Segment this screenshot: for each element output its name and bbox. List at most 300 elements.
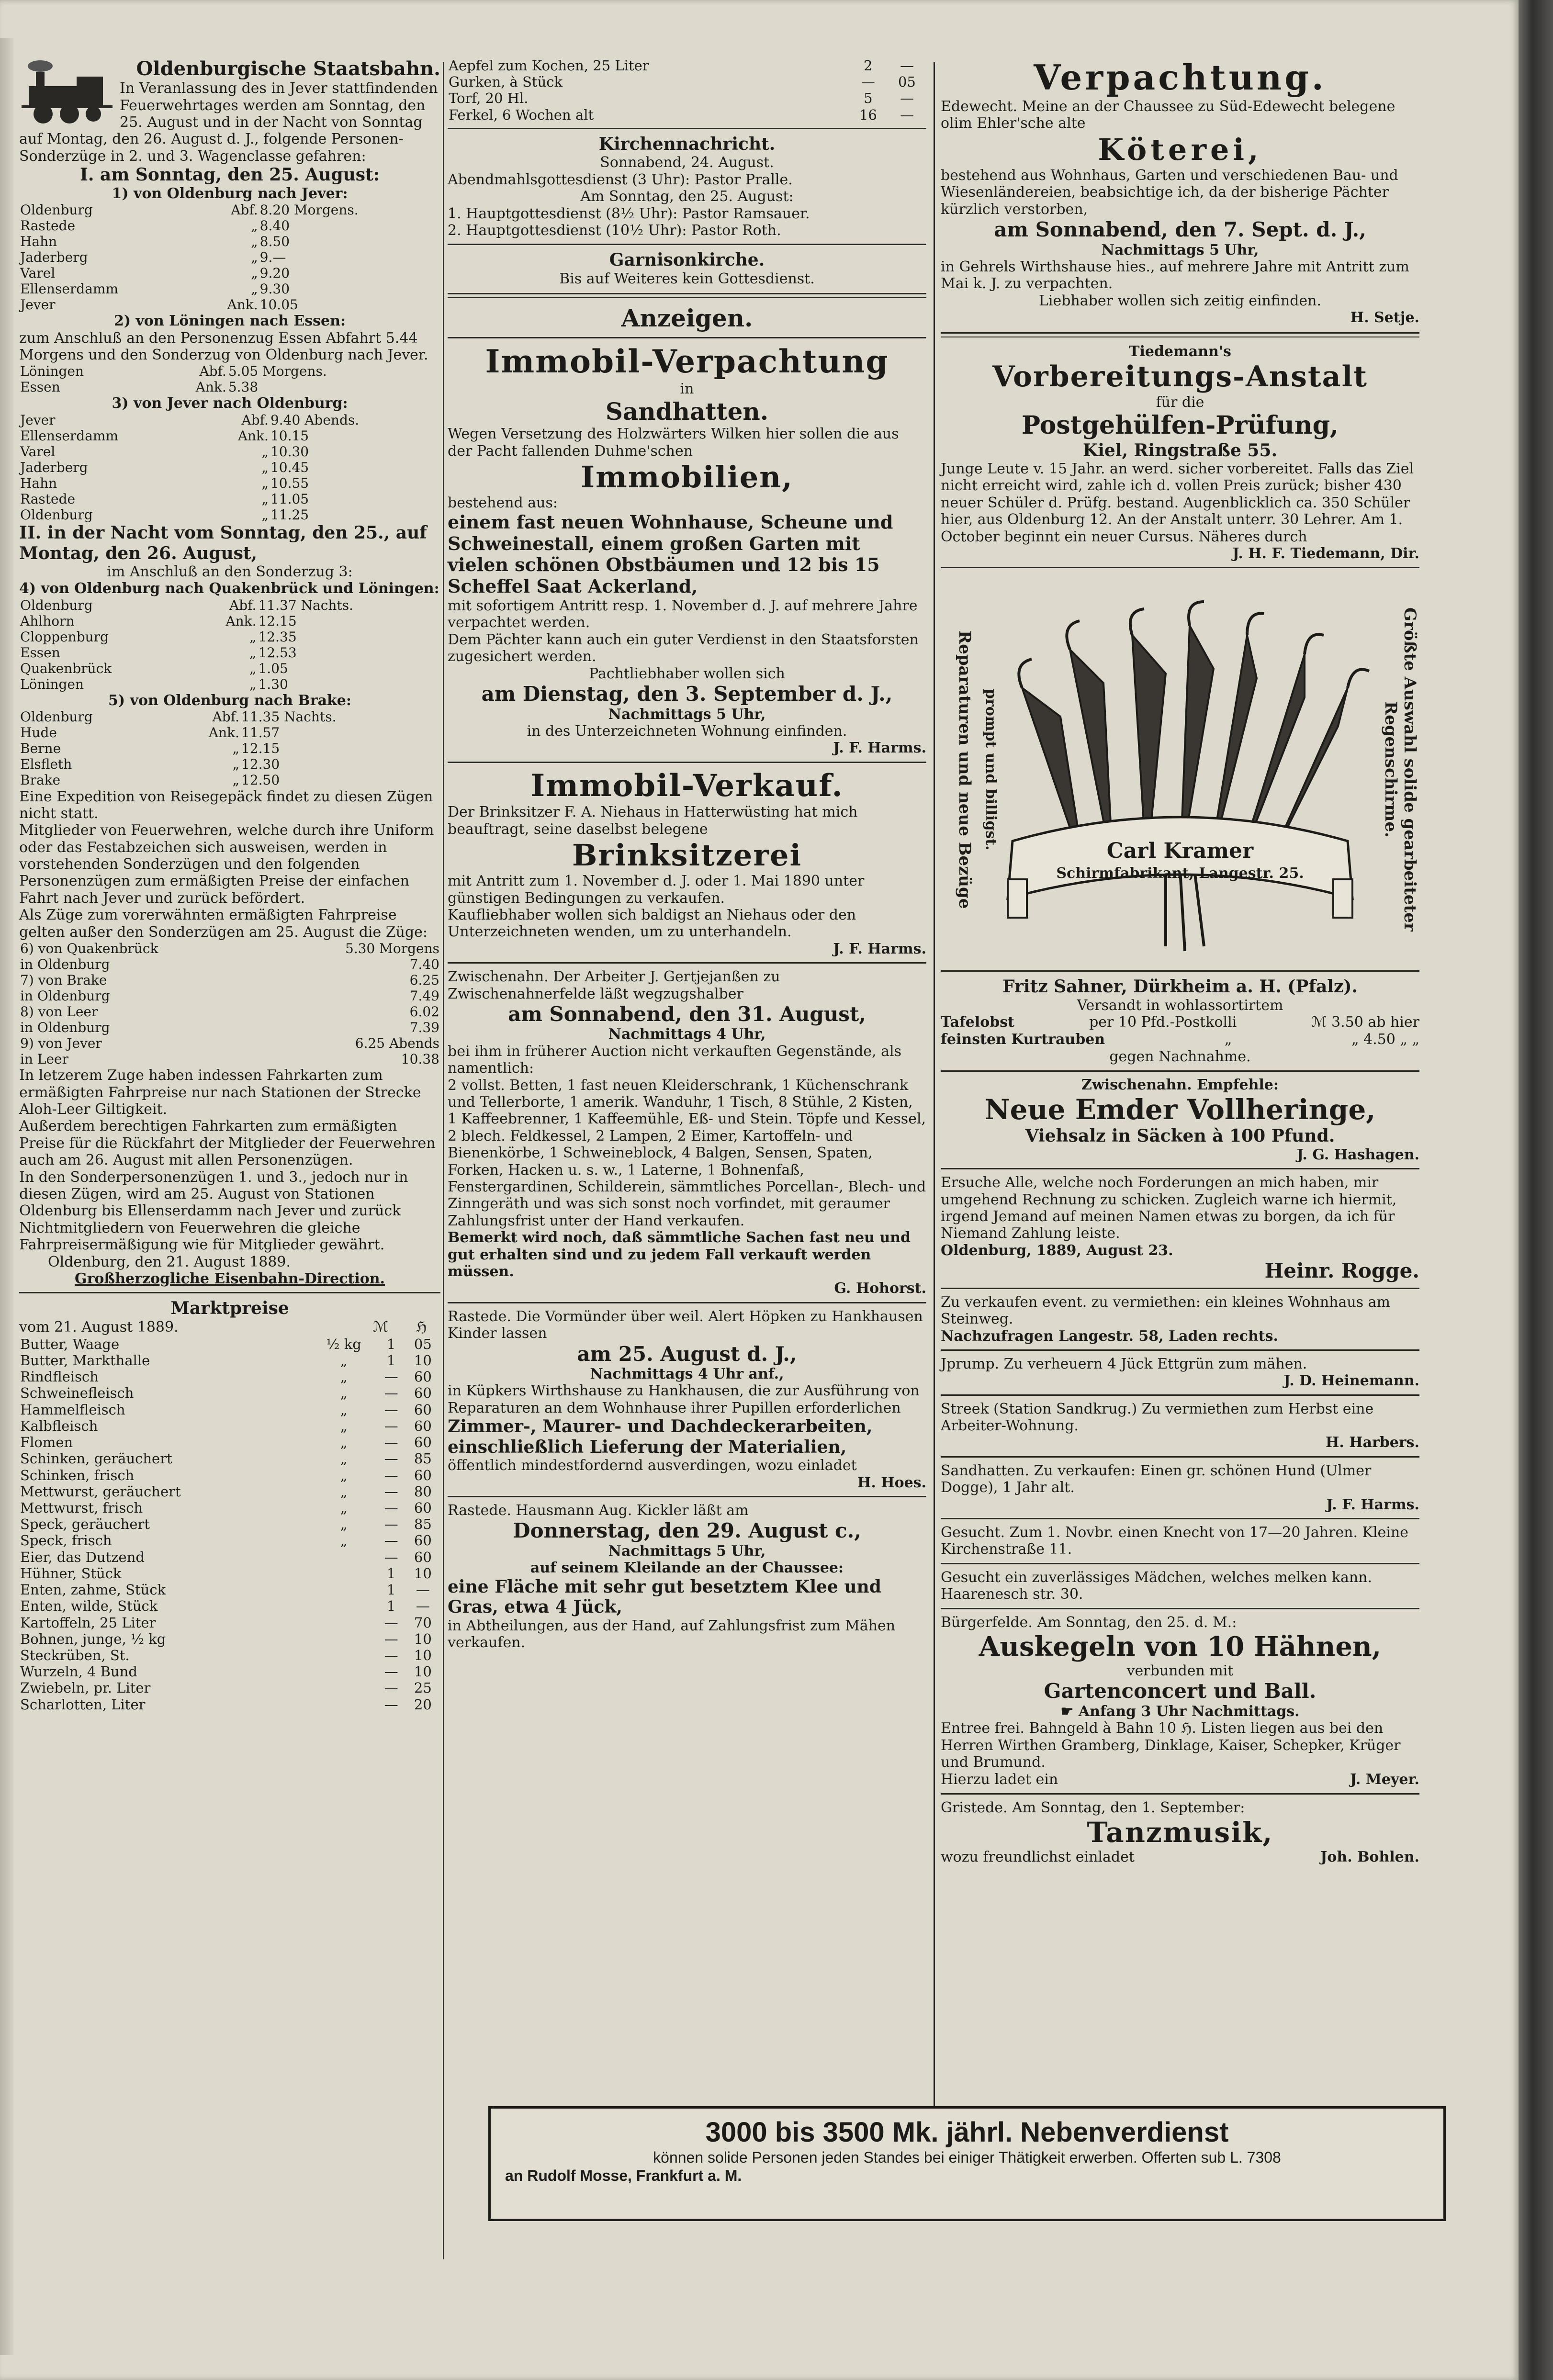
market-row-cell: — [384, 1401, 398, 1418]
ad-title: Vorbereitungs-Anstalt [992, 359, 1368, 393]
ad-gesucht-knecht [941, 1524, 1419, 1558]
ad-text: Jprump. Zu verheuern 4 Jück Ettgrün zum mähen. [941, 1355, 1307, 1372]
ad-wohnhaus [941, 1294, 1419, 1345]
ad-text: Gesucht ein zuverlässiges Mädchen, welches melken kann. Haarenesch str. 30. [941, 1569, 1373, 1603]
ad-bold: einem fast neuen Wohnhause, Scheune und Schweinestall, einem großen Garten mit vielen schönen Obstbäumen und 12 bis 15 Scheffel Saat Ackerland, [448, 511, 893, 597]
market-row-cell: 05 [414, 1336, 432, 1352]
market-row [19, 1565, 440, 1582]
timetable-row-cell: „ [249, 644, 257, 661]
market-row [19, 1696, 440, 1713]
divider [941, 1518, 1419, 1519]
ad-immobil-verkauf [448, 768, 926, 957]
timetable-row-cell: Oldenburg [20, 597, 93, 613]
market-row-cell: — [384, 1450, 398, 1467]
market-row-cell: Torf, 20 Hl. [449, 90, 529, 107]
timetable-row [19, 597, 440, 613]
market-row-cell: — [384, 1696, 398, 1713]
divider [448, 244, 926, 245]
side-line: Reparaturen und neue Bezüge [955, 630, 974, 909]
timetable-row [19, 1035, 440, 1051]
ad-pre: Tiedemann's [1129, 343, 1231, 360]
ad-address: Kiel, Ringstraße 55. [1082, 440, 1278, 460]
market-row [19, 1631, 440, 1647]
market-row-cell: „ [340, 1369, 348, 1385]
timetable-row-cell: Ellenserdamm [20, 281, 118, 297]
timetable-row-cell: Jaderberg [20, 249, 88, 266]
timetable-row-cell: 6.25 [409, 972, 439, 988]
timetable-row-cell: Berne [20, 741, 61, 757]
ad-text: gegen Nachnahme. [1109, 1048, 1251, 1066]
timetable [19, 941, 440, 1067]
divider [941, 1563, 1419, 1564]
ad-rastede-clover [448, 1502, 926, 1651]
market-row-cell: Schweinefleisch [20, 1385, 134, 1402]
market-row-cell: — [384, 1483, 398, 1500]
market-row-cell: Eier, das Dutzend [20, 1549, 145, 1565]
timetable [19, 709, 440, 788]
ad-lead: Bürgerfelde. Am Sonntag, den 25. d. M.: [941, 1614, 1237, 1631]
timetable-row-cell: „ [261, 491, 269, 507]
market-row-cell: — [900, 106, 914, 123]
ad-signature: H. Hoes. [857, 1474, 926, 1491]
product-name: Tafelobst [941, 1014, 1015, 1031]
market-row-cell: 10 [414, 1565, 432, 1582]
ad-text: bei ihm in früherer Auction nicht verkauften Gegenstände, als namentlich: [448, 1043, 902, 1077]
divider [941, 1288, 1419, 1289]
timetable-row [19, 709, 440, 725]
timetable-row-cell: „ [261, 507, 269, 523]
market-row-cell: 70 [414, 1614, 432, 1631]
market-row-cell: 5 [864, 90, 873, 107]
ad-date: Oldenburg, 1889, August 23. [941, 1242, 1173, 1259]
divider [941, 332, 1419, 337]
market-row [448, 107, 926, 123]
timetable-row-cell: 8.40 [259, 218, 290, 234]
ad-title: Immobil-Verkauf. [530, 767, 844, 804]
market-row-cell: Rindfleisch [20, 1369, 99, 1385]
ad-text: Liebhaber wollen sich zeitig einfinden. [1038, 292, 1322, 309]
market-row-cell: „ [340, 1516, 348, 1533]
timetable-row-cell: Ank. [225, 613, 257, 629]
market-row-cell: Mettwurst, geräuchert [20, 1483, 181, 1500]
timetable-row-cell: „ [249, 629, 257, 645]
ad-text: Kaufliebhaber wollen sich baldigst an Niehaus oder den Unterzeichneten wenden, um zu unterhandeln. [448, 906, 856, 941]
timetable-row-cell: 11.37 Nachts. [258, 597, 353, 613]
timetable-row-cell: Abf. [229, 597, 257, 613]
ad-mosse-banner [488, 2106, 1446, 2221]
market-row [19, 1450, 440, 1467]
market-row-cell: 1 [386, 1598, 396, 1615]
route-heading: 3) von Jever nach Oldenburg: [112, 395, 348, 412]
umbrella-maker-address: Schirmfabrikant, Langestr. 25. [1056, 865, 1304, 882]
market-row-cell: „ [340, 1467, 348, 1483]
timetable-row [19, 202, 440, 218]
ad-text: öffentlich mindestfordernd ausverdingen, wozu einladet [448, 1457, 857, 1474]
timetable-row-cell: 1.05 [258, 660, 288, 676]
ad-date: am 25. August d. J., [577, 1342, 797, 1366]
ad-time: Nachmittags 4 Uhr anf., [590, 1366, 784, 1383]
ad-lead: Gristede. Am Sonntag, den 1. September: [941, 1799, 1245, 1816]
timetable-row-cell: 10.15 [270, 427, 309, 444]
ad-date: am Sonnabend, den 7. Sept. d. J., [994, 218, 1366, 242]
ad-text: wozu freundlichst einladet [941, 1849, 1135, 1866]
market-row-cell: „ [340, 1483, 348, 1500]
timetable-row-cell: 8.50 [259, 234, 290, 250]
ad-sub: Viehsalz in Säcken à 100 Pfund. [1025, 1126, 1335, 1146]
divider [941, 1168, 1419, 1169]
timetable-row-cell: 6.02 [409, 1004, 439, 1020]
market-row [19, 1336, 440, 1352]
section-sub: im Anschluß an den Sonderzug 3: [107, 563, 353, 580]
market-row [19, 1402, 440, 1418]
market-row-cell: „ [340, 1401, 348, 1418]
timetable-row-cell: 7) von Brake [20, 972, 107, 988]
timetable-row-cell: Essen [20, 379, 60, 395]
market-row [448, 74, 926, 90]
timetable-row-cell: 8) von Leer [20, 1004, 98, 1020]
timetable-row-cell: 11.25 [270, 507, 309, 523]
ad-big: Brinksitzerei [572, 838, 802, 873]
market-row-cell: — [384, 1614, 398, 1631]
timetable-row-cell: Ahlhorn [20, 613, 75, 629]
ad-auction-zwischenahn [448, 968, 926, 1297]
timetable-row [19, 756, 440, 772]
divider [941, 1793, 1419, 1795]
market-row-cell: 10 [414, 1663, 432, 1680]
ad-title: Tanzmusik, [1087, 1816, 1273, 1849]
ads-heading: Anzeigen. [621, 304, 753, 333]
market-header [19, 1319, 440, 1336]
ad-date: Donnerstag, den 29. August c., [513, 1519, 861, 1543]
ad-big: Köterei, [1098, 132, 1262, 167]
market-row [19, 1647, 440, 1663]
market-row-cell: 25 [414, 1680, 432, 1696]
market-row-cell: 60 [414, 1401, 432, 1418]
timetable-row-cell: „ [249, 676, 257, 692]
ad-sub: Gartenconcert und Ball. [1044, 1679, 1317, 1703]
garrison-text: Bis auf Weiteres kein Gottesdienst. [559, 270, 815, 287]
church-line: 1. Hauptgottesdienst (8½ Uhr): Pastor Ramsauer. [448, 205, 810, 222]
market-row-cell: — [384, 1516, 398, 1533]
divider [941, 1070, 1419, 1072]
ad-text: bestehend aus: [448, 494, 558, 512]
timetable-row-cell: 5.38 [228, 379, 259, 395]
market-row-cell: „ [340, 1450, 348, 1467]
market-row-cell: — [861, 74, 875, 90]
market-row-cell: Enten, zahme, Stück [20, 1582, 166, 1598]
column-rule [443, 62, 444, 2259]
timetable-row-cell: Jever [20, 297, 56, 313]
notice-title: Oldenburgische Staatsbahn. [136, 57, 440, 80]
market-row-cell: 85 [414, 1516, 432, 1533]
timetable-row [19, 297, 440, 313]
ad-text: in Abtheilungen, aus der Hand, auf Zahlungsfrist zum Mähen verkaufen. [448, 1617, 896, 1651]
ad-text: Junge Leute v. 15 Jahr. an werd. sicher vorbereitet. Falls das Ziel nicht erreicht wird, zahle ich d. vollen Preis zurück; bisher 430 neuer Schüler d. Prüfg. bestand. Augenblicklich ca. 350 Schüler hier, aus Oldenburg 12. An der Anstalt unterr. 30 Lehrer. Am 1. October beginnt ein neuer Cursus. Näheres durch [941, 460, 1414, 545]
ad-signature: J. F. Harms. [833, 740, 926, 757]
ad-signature: J. F. Harms. [1326, 1496, 1419, 1513]
market-row-cell [311, 1615, 377, 1631]
timetable-row-cell: in Oldenburg [20, 988, 110, 1004]
timetable-row-cell: 10.45 [270, 459, 309, 475]
market-row-cell: — [384, 1630, 398, 1647]
market-row-cell: 1 [386, 1352, 396, 1369]
church-line: Sonnabend, 24. August. [600, 154, 774, 171]
ad-title: Verpachtung. [1034, 57, 1327, 98]
market-row [19, 1369, 440, 1385]
timetable-row [19, 218, 440, 234]
timetable-row-cell: Ank. [227, 297, 258, 313]
ad-immobil-verpachtung [448, 343, 926, 757]
timetable [19, 363, 440, 395]
market-row-cell: 1 [386, 1565, 396, 1582]
market-row [19, 1516, 440, 1532]
market-row-cell: „ [340, 1434, 348, 1451]
product-unit: „ [1224, 1031, 1232, 1048]
ad-gristede [941, 1799, 1419, 1866]
timetable-row-cell: Oldenburg [20, 709, 93, 725]
market-row-cell: 10 [414, 1630, 432, 1647]
ad-date: am Sonnabend, den 31. August, [508, 1002, 866, 1026]
timetable-row-cell: „ [251, 249, 258, 266]
market-row-cell [311, 1549, 377, 1565]
column-rule [934, 62, 935, 2111]
market-row-cell [311, 1663, 377, 1680]
timetable-row [19, 772, 440, 788]
ad-footer [941, 1849, 1419, 1866]
timetable-row-cell: Varel [20, 443, 56, 460]
market-row-cell: Enten, wilde, Stück [20, 1598, 158, 1615]
market-row-cell: 85 [414, 1450, 432, 1467]
market-row-cell: Schinken, geräuchert [20, 1450, 172, 1467]
ad-carl-kramer [941, 573, 1419, 965]
ad-text: mit Antritt zum 1. November d. J. oder 1. Mai 1890 unter günstigen Bedingungen zu verkaufen. [448, 873, 865, 907]
timetable-row-cell: 10.55 [270, 475, 309, 491]
ad-lead: Zwischenahn. Empfehle: [1081, 1076, 1279, 1093]
market-row-cell: — [416, 1598, 430, 1615]
ad-rogge [941, 1174, 1419, 1283]
ad-text: mit sofortigem Antritt resp. 1. November d. J. auf mehrere Jahre verpachtet werden. [448, 597, 918, 631]
market-row-cell: „ [340, 1417, 348, 1434]
ad-text: Versandt in wohlassortirtem [1077, 997, 1283, 1014]
timetable-row [19, 676, 440, 692]
market-row-cell: „ [340, 1352, 348, 1369]
ad-buergerfelde [941, 1614, 1419, 1788]
ad-text: 2 vollst. Betten, 1 fast neuen Kleiderschrank, 1 Küchenschrank und Tellerborte, 1 amerik. Wanduhr, 1 Tisch, 8 Stühle, 2 Kisten, 1 Kaffeebrenner, 1 Kaffeemühle, Eß- und Stein. Töpfe und Kessel, 2 blech. Feldkessel, 2 Lampen, 2 Eimer, Kartoffeln- und Bienenkörbe, 1 Schweineblock, 4 Balgen, Sensen, Spaten, Forken, Hacken u. s. w., 1 Laterne, 1 Bohnenfaß, Fenstergardinen, Schilderein, sämmtliches Porcellan-, Blech- und Zinngeräth und was sich sonst noch vorfindet, mit geraumer Zahlungsfrist unter der Hand verkaufen. [448, 1077, 926, 1229]
product-price: ℳ 3.50 ab hier [1311, 1014, 1419, 1031]
railway-notice [19, 57, 440, 1287]
market-row-cell: Wurzeln, 4 Bund [20, 1663, 137, 1680]
market-row-cell: 16 [859, 106, 877, 123]
route-heading: 4) von Oldenburg nach Quakenbrück und Löningen: [19, 580, 439, 597]
divider [448, 762, 926, 763]
divider [941, 1608, 1419, 1609]
divider [448, 337, 926, 338]
timetable-row-cell: 12.53 [258, 644, 297, 661]
market-row-cell: Speck, geräuchert [20, 1516, 150, 1533]
market-row [19, 1385, 440, 1401]
ad-title: Immobil-Verpachtung [485, 343, 889, 381]
market-row-cell: — [416, 1582, 430, 1598]
ad-verpachtung-edewecht [941, 57, 1419, 326]
currency-pf: ℌ [416, 1318, 427, 1336]
market-row-cell: Kalbfleisch [20, 1417, 98, 1434]
timetable-row-cell: in Oldenburg [20, 956, 110, 973]
timetable-row-cell: Oldenburg [20, 507, 93, 523]
ad-text: Der Brinksitzer F. A. Niehaus in Hatterwüsting hat mich beauftragt, seine daselbst belegene [448, 804, 858, 838]
timetable-row [19, 645, 440, 661]
church-line: Abendmahlsgottesdienst (3 Uhr): Pastor Pralle. [448, 171, 793, 188]
timetable-row-cell: 9.— [259, 249, 286, 266]
timetable-row [19, 741, 440, 756]
timetable-row-cell: „ [232, 756, 239, 773]
timetable-row-cell: 11.05 [270, 491, 309, 507]
timetable-row [19, 956, 440, 972]
market-table-continued [448, 57, 926, 123]
market-row-cell: 20 [414, 1696, 432, 1713]
timetable-row [19, 234, 440, 249]
ad-text: bestehend aus Wohnhaus, Garten und verschiedenen Bau- und Wiesenländereien, beabsichtige ich, da der bisherige Pächter kürzlich verstorben, [941, 167, 1398, 218]
notice-paragraph: In letzerem Zuge haben indessen Fahrkarten zum ermäßigten Fahrpreise nur nach Stationen der Strecke Aloh-Leer Giltigkeit. [19, 1067, 421, 1118]
garrison-title: Garnisonkirche. [609, 250, 765, 270]
ad-sahner [941, 977, 1419, 1065]
timetable-row-cell: 11.57 [241, 725, 280, 741]
market-row-cell: 60 [414, 1467, 432, 1483]
timetable-row-cell: 12.15 [258, 613, 297, 629]
market-row-cell: 2 [864, 57, 873, 74]
market-date: vom 21. August 1889. [19, 1318, 179, 1336]
market-row [19, 1532, 440, 1549]
side-line: prompt und billigst. [982, 688, 999, 851]
timetable-row-cell: 7.39 [409, 1020, 439, 1036]
market-row [19, 1418, 440, 1434]
market-row-cell: 1 [386, 1336, 396, 1352]
timetable-row [19, 444, 440, 460]
ad-bold: Zimmer-, Maurer- und Dachdeckerarbeiten, einschließlich Lieferung der Materialien, [448, 1416, 873, 1457]
timetable-row-cell: 12.50 [241, 772, 280, 788]
market-row-cell: 60 [414, 1532, 432, 1549]
market-row [19, 1434, 440, 1450]
church-line: 2. Hauptgottesdienst (10½ Uhr): Pastor Roth. [448, 222, 781, 239]
ad-bold: Bemerkt wird noch, daß sämmtliche Sachen fast neu und gut erhalten sind und zu jedem Fall verkauft werden müssen. [448, 1229, 911, 1280]
notice-intro: In Veranlassung des in Jever stattfindenden Feuerwehrtages werden am Sonntag, den 25. August und in der Nacht von Sonntag auf Montag, den 26. August d. J., folgende Personen-Sonderzüge in 2. und 3. Wagenclasse gefahren: [19, 80, 438, 165]
market-row-cell: Kartoffeln, 25 Liter [20, 1614, 156, 1631]
ad-signature: H. Harbers. [1325, 1434, 1419, 1451]
market-row [19, 1549, 440, 1565]
timetable-row-cell: Quakenbrück [20, 660, 112, 676]
market-row-cell: Hammelfleisch [20, 1401, 125, 1418]
timetable-row-cell: Abf. [212, 709, 239, 725]
timetable-row [19, 629, 440, 645]
pointing-hand-icon: ☛ [1060, 1703, 1079, 1720]
timetable-row-cell: Ellenserdamm [20, 427, 118, 444]
notice-paragraph: Als Züge zum vorerwähnten ermäßigten Fahrpreise gelten außer den Sonderzügen am 25. August die Züge: [19, 907, 428, 941]
page-gutter [0, 38, 13, 2355]
notice-signature: Großherzogliche Eisenbahn-Direction. [75, 1270, 385, 1287]
market-row-cell [311, 1582, 377, 1598]
market-row-cell: Butter, Markthalle [20, 1352, 150, 1369]
divider [941, 1394, 1419, 1396]
timetable-row-cell: Abf. [241, 412, 269, 428]
market-row-cell: — [384, 1549, 398, 1565]
market-row-cell: Schinken, frisch [20, 1467, 135, 1483]
ad-text: Gesucht. Zum 1. Novbr. einen Knecht von 17—20 Jahren. Kleine Kirchenstraße 11. [941, 1524, 1408, 1558]
timetable-row-cell: 8.20 Morgens. [259, 202, 359, 218]
ad-text: Edewecht. Meine an der Chaussee zu Süd-Edewecht belegene olim Ehler'sche alte [941, 98, 1395, 132]
timetable-row-cell: 9.30 [259, 281, 290, 297]
ad-text: Ersuche Alle, welche noch Forderungen an mich haben, mir umgehend Rechnung zu schicken. Zugleich warne ich hiermit, irgend Jemand auf meinen Namen etwas zu borgen, da ich für Niemand Zahlung leiste. [941, 1174, 1397, 1242]
notice-date: Oldenburg, den 21. August 1889. [48, 1253, 291, 1270]
market-row [448, 90, 926, 106]
ad-text: Rastede. Die Vormünder über weil. Alert Höpken zu Hankhausen Kinder lassen [448, 1308, 923, 1342]
route-heading: 2) von Löningen nach Essen: [113, 313, 346, 330]
market-row-cell: Speck, frisch [20, 1532, 112, 1549]
market-row [19, 1467, 440, 1483]
market-row [19, 1352, 440, 1369]
timetable-row [19, 507, 440, 523]
divider [448, 1496, 926, 1497]
timetable-row [19, 725, 440, 741]
notice-paragraph: Außerdem berechtigen Fahrkarten zum ermäßigten Preise für die Rückfahrt der Mitglieder der Feuerwehren auch am 26. August mit allen Personenzügen. [19, 1118, 436, 1169]
market-row-cell: 60 [414, 1549, 432, 1565]
ad-signature: J. G. Hashagen. [1296, 1146, 1419, 1163]
timetable-row-cell: Löningen [20, 676, 84, 692]
timetable [19, 202, 440, 313]
market-row-cell [311, 1696, 377, 1713]
column-right [941, 57, 1419, 1866]
ad-text: Sandhatten. Zu verkaufen: Einen gr. schönen Hund (Ulmer Dogge), 1 Jahr alt. [941, 1462, 1372, 1496]
ad-text: Dem Pächter kann auch ein guter Verdienst in den Staatsforsten zugesichert werden. [448, 631, 919, 665]
market-row-cell: 10 [414, 1647, 432, 1663]
banner-title: 3000 bis 3500 Mk. jährl. Nebenverdienst [705, 2117, 1229, 2148]
timetable-row [19, 972, 440, 988]
market-row-cell: 60 [414, 1417, 432, 1434]
market-row-cell: 1 [386, 1582, 396, 1598]
timetable-row-cell: 10.38 [401, 1051, 439, 1067]
timetable-row-cell: in Leer [20, 1051, 69, 1067]
ad-text: für die [1156, 393, 1204, 411]
ad-big: Immobilien, [581, 460, 793, 495]
ad-text: in Gehrels Wirthshause hies., auf mehrere Jahre mit Antritt zum Mai k. J. zu verpachten. [941, 258, 1409, 292]
timetable-row [19, 412, 440, 428]
ad-signature: Heinr. Rogge. [1264, 1259, 1419, 1283]
ad-text: Rastede. Hausmann Aug. Kickler läßt am [448, 1502, 749, 1519]
timetable-row-cell: „ [251, 218, 258, 234]
market-row-cell: 05 [898, 74, 916, 90]
market-row-cell: — [900, 57, 914, 74]
ad-footer [941, 1771, 1419, 1788]
market-row-cell: — [384, 1647, 398, 1663]
timetable [19, 597, 440, 692]
market-row-cell [311, 1598, 377, 1614]
market-row-cell: Zwiebeln, pr. Liter [20, 1680, 151, 1696]
market-row-cell [311, 1631, 377, 1647]
timetable-row [19, 428, 440, 444]
timetable-row-cell: in Oldenburg [20, 1020, 110, 1036]
timetable-row-cell: 5.05 Morgens. [228, 363, 327, 380]
ad-rastede-repairs [448, 1308, 926, 1491]
ad-text: Hierzu ladet ein [941, 1771, 1058, 1788]
market-row-cell: — [384, 1680, 398, 1696]
market-row-cell: Gurken, à Stück [449, 74, 563, 90]
timetable-row-cell: 6.25 Abends [355, 1035, 439, 1052]
timetable-row-cell: „ [251, 265, 258, 281]
ad-sandhatten-dog [941, 1462, 1419, 1513]
locomotive-icon [19, 57, 115, 129]
market-row [448, 57, 926, 74]
market-row-cell: „ [340, 1532, 348, 1549]
market-row-cell: Bohnen, junge, ½ kg [20, 1630, 166, 1647]
market-row-cell: Ferkel, 6 Wochen alt [449, 106, 594, 123]
